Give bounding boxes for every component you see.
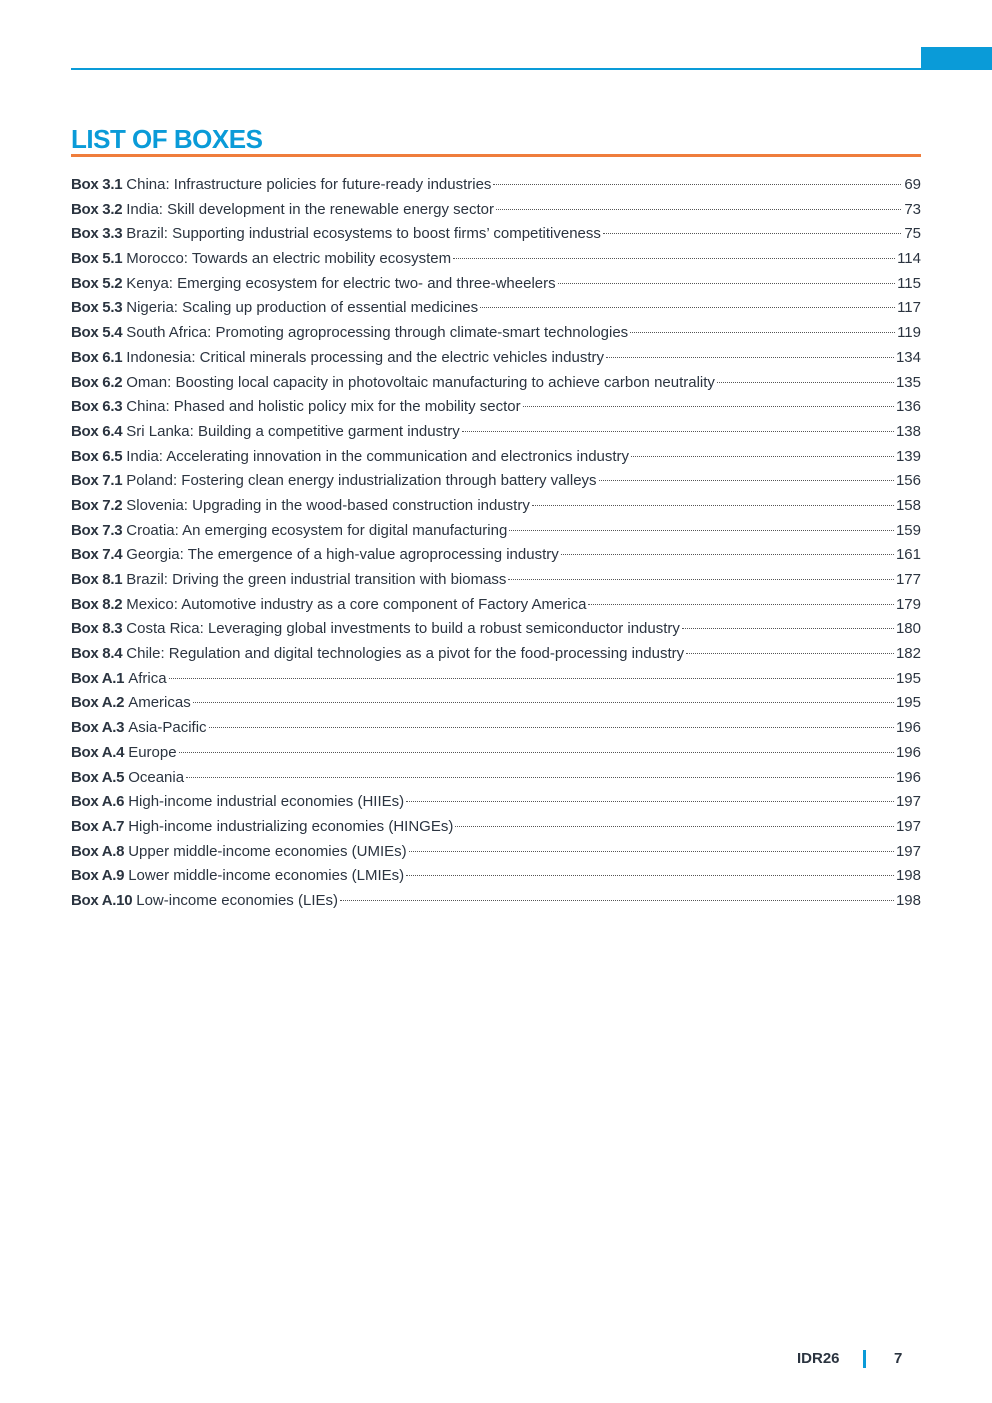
page-ref: 196: [895, 719, 921, 737]
dot-leader: [462, 431, 894, 432]
box-title: Nigeria: Scaling up production of essential medicines: [126, 299, 479, 317]
page-ref: 134: [895, 348, 921, 366]
box-title: Georgia: The emergence of a high-value agroprocessing industry: [126, 546, 559, 564]
toc-entry[interactable]: [71, 617, 921, 642]
box-title: Kenya: Emerging ecosystem for electric two- and three-wheelers: [126, 274, 556, 292]
box-title: Upper middle-income economies (UMIEs): [128, 842, 407, 860]
page-ref: 195: [895, 669, 921, 687]
header-tab: [921, 47, 992, 70]
toc-entry[interactable]: [71, 395, 921, 420]
box-label: Box 6.4: [71, 422, 123, 440]
dot-leader: [179, 752, 894, 753]
dot-leader: [493, 184, 901, 185]
toc-entry[interactable]: [71, 519, 921, 544]
header-rule: [71, 68, 921, 70]
toc-entry[interactable]: [71, 716, 921, 741]
dot-leader: [406, 801, 894, 802]
toc-entry[interactable]: [71, 790, 921, 815]
box-title: Brazil: Driving the green industrial transition with biomass: [126, 571, 507, 588]
page-title: LIST OF BOXES: [71, 124, 263, 154]
box-label: Box A.3: [71, 719, 125, 737]
dot-leader: [455, 826, 894, 827]
page-ref: 161: [895, 546, 921, 564]
dot-leader: [186, 777, 894, 778]
page-ref: 179: [895, 595, 921, 613]
page-ref: 139: [895, 447, 921, 465]
box-title: Chile: Regulation and digital technologies as a pivot for the food-processing industry: [126, 645, 685, 663]
box-title: Indonesia: Critical minerals processing and the electric vehicles industry: [126, 348, 604, 366]
box-title: Croatia: An emerging ecosystem for digital manufacturing: [126, 521, 508, 539]
box-title: Oceania: [128, 768, 185, 786]
box-label: Box 7.3: [71, 521, 123, 539]
box-title: High-income industrializing economies (HINGEs): [128, 817, 454, 835]
page-ref: 156: [895, 472, 921, 490]
dot-leader: [523, 406, 894, 407]
page-ref: 180: [895, 620, 921, 638]
dot-leader: [558, 283, 895, 284]
page-ref: 119: [897, 324, 921, 342]
box-title: India: Accelerating innovation in the communication and electronics industry: [126, 447, 630, 465]
page-ref: 138: [895, 422, 921, 440]
toc-entry[interactable]: [71, 889, 921, 914]
dot-leader: [480, 307, 895, 308]
page-ref: 69: [904, 176, 921, 193]
box-title: India: Skill development in the renewable energy sector: [126, 200, 494, 218]
box-label: Box 5.4: [71, 324, 123, 342]
box-label: Box A.8: [71, 842, 125, 860]
toc-entry[interactable]: [71, 568, 921, 593]
dot-leader: [686, 653, 894, 654]
toc-entry[interactable]: [71, 445, 921, 470]
box-label: Box A.2: [71, 694, 125, 712]
dot-leader: [340, 900, 894, 901]
box-title: Americas: [128, 694, 191, 712]
dot-leader: [496, 209, 901, 210]
box-label: Box 7.4: [71, 546, 123, 564]
toc-entry[interactable]: [71, 296, 921, 321]
page-ref: 158: [895, 496, 921, 514]
page-ref: 196: [895, 743, 921, 761]
box-label: Box 6.1: [71, 348, 123, 366]
toc-entry[interactable]: [71, 741, 921, 766]
box-title: China: Infrastructure policies for future-ready industries: [126, 176, 492, 193]
dot-leader: [599, 480, 894, 481]
page-ref: 135: [895, 373, 921, 391]
box-label: Box 5.2: [71, 274, 123, 292]
toc-entry[interactable]: [71, 642, 921, 667]
dot-leader: [508, 579, 894, 580]
dot-leader: [631, 456, 894, 457]
dot-leader: [532, 505, 894, 506]
box-title: High-income industrial economies (HIIEs): [128, 793, 405, 811]
toc-entry[interactable]: [71, 198, 921, 223]
dot-leader: [209, 727, 894, 728]
box-title: Slovenia: Upgrading in the wood-based construction industry: [126, 496, 530, 514]
box-label: Box A.6: [71, 793, 125, 811]
box-label: Box 3.3: [71, 225, 123, 243]
toc-entry[interactable]: [71, 766, 921, 791]
box-title: China: Phased and holistic policy mix for the mobility sector: [126, 398, 521, 416]
box-title: Lower middle-income economies (LMIEs): [128, 867, 405, 885]
dot-leader: [606, 357, 894, 358]
page-ref: 197: [895, 817, 921, 835]
toc-entry[interactable]: [71, 469, 921, 494]
box-title: Asia-Pacific: [128, 719, 207, 737]
toc-entry[interactable]: [71, 371, 921, 396]
box-title: Africa: [128, 669, 167, 687]
dot-leader: [682, 628, 894, 629]
footer-page-number: 7: [894, 1350, 903, 1367]
box-label: Box 7.2: [71, 496, 123, 514]
box-title: Sri Lanka: Building a competitive garment industry: [126, 422, 460, 440]
box-label: Box 8.3: [71, 620, 123, 638]
toc-entry[interactable]: [71, 173, 921, 198]
dot-leader: [509, 530, 894, 531]
toc-entry[interactable]: [71, 494, 921, 519]
toc-entry[interactable]: [71, 543, 921, 568]
box-title: Mexico: Automotive industry as a core component of Factory America: [126, 595, 587, 613]
toc-entry[interactable]: [71, 420, 921, 445]
dot-leader: [409, 851, 894, 852]
page-ref: 177: [895, 571, 921, 588]
box-label: Box 5.3: [71, 299, 123, 317]
box-label: Box A.5: [71, 768, 125, 786]
box-label: Box A.9: [71, 867, 125, 885]
page-ref: 117: [897, 299, 921, 317]
dot-leader: [630, 332, 895, 333]
page-ref: 114: [897, 250, 921, 268]
page-ref: 198: [895, 867, 921, 885]
page-ref: 75: [904, 225, 921, 243]
toc-entry[interactable]: [71, 321, 921, 346]
footer-report-name: IDR26: [797, 1350, 840, 1367]
box-label: Box 3.1: [71, 176, 123, 193]
box-label: Box 7.1: [71, 472, 123, 490]
toc-entry[interactable]: [71, 864, 921, 889]
dot-leader: [603, 233, 901, 234]
dot-leader: [406, 875, 894, 876]
page-ref: 73: [904, 200, 921, 218]
dot-leader: [169, 678, 894, 679]
toc-entry[interactable]: [71, 346, 921, 371]
box-label: Box 8.4: [71, 645, 123, 663]
box-title: South Africa: Promoting agroprocessing through climate-smart technologies: [126, 324, 629, 342]
box-title: Brazil: Supporting industrial ecosystems to boost firms’ competitiveness: [126, 225, 601, 243]
box-title: Low-income economies (LIEs): [136, 891, 338, 909]
dot-leader: [717, 382, 894, 383]
toc-entry[interactable]: [71, 247, 921, 272]
toc-entry[interactable]: [71, 222, 921, 247]
box-label: Box A.10: [71, 891, 133, 909]
box-label: Box 8.2: [71, 595, 123, 613]
dot-leader: [561, 554, 894, 555]
box-title: Morocco: Towards an electric mobility ecosystem: [126, 250, 452, 268]
toc-entry[interactable]: [71, 815, 921, 840]
page-ref: 197: [895, 793, 921, 811]
box-title: Poland: Fostering clean energy industrialization through battery valleys: [126, 472, 597, 490]
page-ref: 115: [897, 274, 921, 292]
box-label: Box 6.2: [71, 373, 123, 391]
dot-leader: [588, 604, 894, 605]
box-label: Box 6.3: [71, 398, 123, 416]
page-ref: 196: [895, 768, 921, 786]
page-ref: 136: [895, 398, 921, 416]
box-label: Box 3.2: [71, 200, 123, 218]
toc-entry[interactable]: [71, 840, 921, 865]
box-title: Europe: [128, 743, 177, 761]
toc-entry[interactable]: [71, 593, 921, 618]
box-label: Box 8.1: [71, 571, 123, 588]
list-of-boxes: [71, 173, 921, 914]
page-ref: 197: [895, 842, 921, 860]
box-label: Box 6.5: [71, 447, 123, 465]
page-ref: 159: [895, 521, 921, 539]
box-label: Box A.1: [71, 669, 125, 687]
footer-divider: [863, 1350, 866, 1368]
box-label: Box A.4: [71, 743, 125, 761]
page-ref: 198: [895, 891, 921, 909]
box-label: Box 5.1: [71, 250, 123, 268]
page-ref: 182: [895, 645, 921, 663]
box-title: Costa Rica: Leveraging global investments to build a robust semiconductor industry: [126, 620, 680, 638]
toc-entry[interactable]: [71, 667, 921, 692]
title-underline: [71, 154, 921, 157]
box-title: Oman: Boosting local capacity in photovoltaic manufacturing to achieve carbon neutrality: [126, 373, 715, 391]
page-ref: 195: [895, 694, 921, 712]
dot-leader: [453, 258, 895, 259]
box-label: Box A.7: [71, 817, 125, 835]
dot-leader: [193, 702, 894, 703]
toc-entry[interactable]: [71, 691, 921, 716]
toc-entry[interactable]: [71, 272, 921, 297]
